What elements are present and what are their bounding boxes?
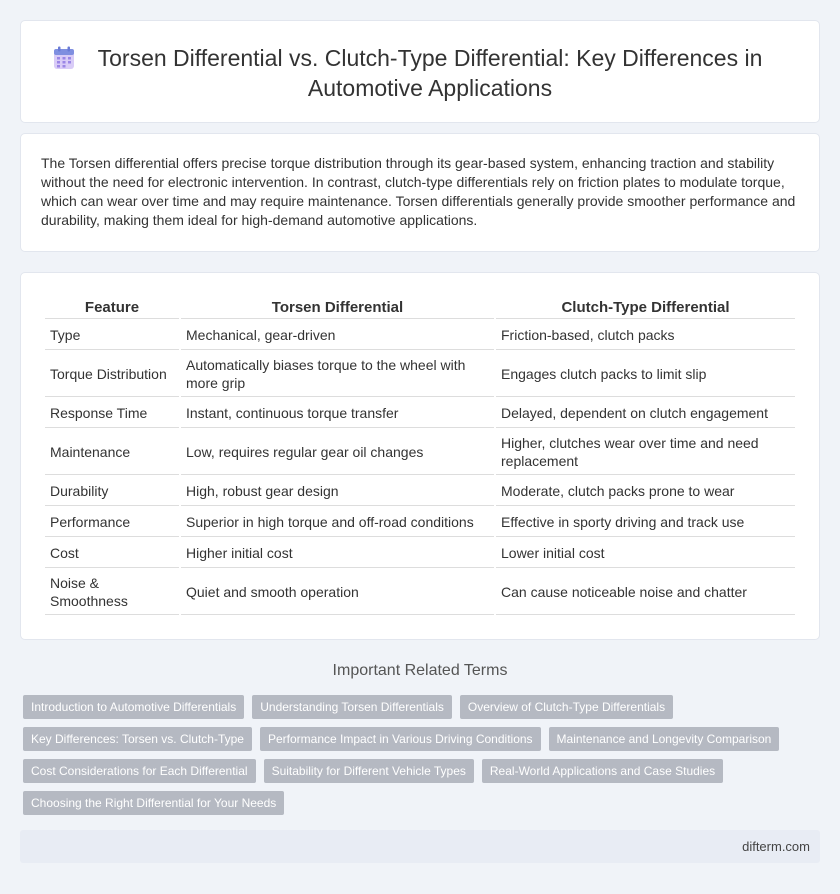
table-cell: Lower initial cost	[496, 539, 795, 568]
table-cell: Cost	[45, 539, 179, 568]
table-row	[45, 430, 795, 475]
table-cell: Friction-based, clutch packs	[496, 321, 795, 350]
table-cell: Higher initial cost	[181, 539, 494, 568]
table-cell: High, robust gear design	[181, 477, 494, 506]
table-cell: Response Time	[45, 399, 179, 428]
title-card	[20, 20, 820, 123]
table-cell: Mechanical, gear-driven	[181, 321, 494, 350]
related-term-tag[interactable]: Cost Considerations for Each Differential	[23, 759, 256, 783]
comparison-table	[43, 295, 797, 617]
table-cell: Torque Distribution	[45, 352, 179, 397]
intro-text: The Torsen differential offers precise torque distribution through its gear-based system, enhancing traction and stability without the need for electronic intervention. In contrast, clutch-type differentials rely on friction plates to modulate torque, which can wear over time and may require maintenance. Torsen differentials generally provide smoother performance and durability, making them ideal for high-demand automotive applications.	[41, 155, 796, 228]
table-cell: Delayed, dependent on clutch engagement	[496, 399, 795, 428]
title-row	[71, 43, 789, 103]
table-cell: Quiet and smooth operation	[181, 570, 494, 615]
footer-site-link[interactable]: difterm.com	[742, 839, 810, 854]
related-term-tag[interactable]: Understanding Torsen Differentials	[252, 695, 452, 719]
intro-card	[20, 133, 820, 252]
table-body	[45, 321, 795, 615]
related-term-tag[interactable]: Overview of Clutch-Type Differentials	[460, 695, 673, 719]
table-cell: Type	[45, 321, 179, 350]
related-terms-heading: Important Related Terms	[332, 662, 508, 679]
related-term-tag[interactable]: Suitability for Different Vehicle Types	[264, 759, 474, 783]
table-cell: Instant, continuous torque transfer	[181, 399, 494, 428]
related-term-tag[interactable]: Key Differences: Torsen vs. Clutch-Type	[23, 727, 252, 751]
footer	[20, 830, 820, 863]
related-term-tag[interactable]: Choosing the Right Differential for Your Needs	[23, 791, 284, 815]
table-cell: Durability	[45, 477, 179, 506]
table-row	[45, 321, 795, 350]
header-feature: Feature	[45, 297, 179, 319]
comparison-card	[20, 272, 820, 640]
related-term-tag[interactable]: Performance Impact in Various Driving Conditions	[260, 727, 541, 751]
related-term-tag[interactable]: Introduction to Automotive Differentials	[23, 695, 244, 719]
table-header-row	[45, 297, 795, 319]
table-cell: Effective in sporty driving and track use	[496, 508, 795, 537]
related-term-tag[interactable]: Maintenance and Longevity Comparison	[549, 727, 780, 751]
table-cell: Automatically biases torque to the wheel with more grip	[181, 352, 494, 397]
table-cell: Engages clutch packs to limit slip	[496, 352, 795, 397]
table-cell: Performance	[45, 508, 179, 537]
table-row	[45, 399, 795, 428]
table-row	[45, 570, 795, 615]
table-row	[45, 539, 795, 568]
table-row	[45, 477, 795, 506]
table-cell: Maintenance	[45, 430, 179, 475]
table-cell: Low, requires regular gear oil changes	[181, 430, 494, 475]
related-term-tag[interactable]: Real-World Applications and Case Studies	[482, 759, 723, 783]
page-title: Torsen Differential vs. Clutch-Type Differential: Key Differences in Automotive Applications	[97, 45, 763, 101]
table-cell: Noise & Smoothness	[45, 570, 179, 615]
table-row	[45, 508, 795, 537]
header-clutch: Clutch-Type Differential	[496, 297, 795, 319]
table-row	[45, 352, 795, 397]
table-cell: Can cause noticeable noise and chatter	[496, 570, 795, 615]
header-torsen: Torsen Differential	[181, 297, 494, 319]
related-terms-list	[23, 695, 813, 815]
table-cell: Superior in high torque and off-road conditions	[181, 508, 494, 537]
table-cell: Higher, clutches wear over time and need replacement	[496, 430, 795, 475]
table-cell: Moderate, clutch packs prone to wear	[496, 477, 795, 506]
